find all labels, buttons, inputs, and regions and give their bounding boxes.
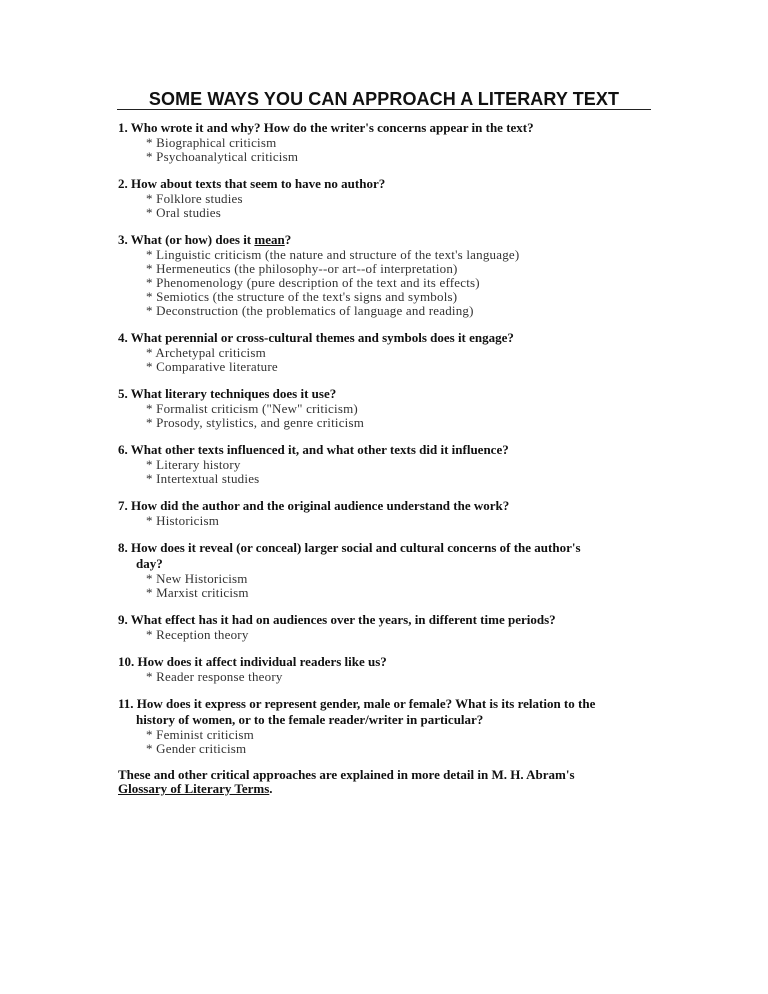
footer-period: . (269, 781, 273, 796)
approach-item: * Hermeneutics (the philosophy--or art--of interpretation) (146, 261, 458, 276)
question (118, 386, 658, 402)
question-line: 1. Who wrote it and why? How do the writer's concerns appear in the text? (118, 120, 534, 135)
book-title: Glossary of Literary Terms (118, 781, 270, 796)
approach-item: * Reader response theory (146, 669, 283, 684)
approach-section (118, 540, 658, 600)
approach-item: * Intertextual studies (146, 471, 260, 486)
approach-item: * Psychoanalytical criticism (146, 149, 299, 164)
question-line: 7. How did the author and the original audience understand the work? (118, 498, 510, 513)
approach-item: * Folklore studies (146, 191, 243, 206)
approach-item: * Biographical criticism (146, 135, 277, 150)
question (118, 540, 658, 572)
question (118, 654, 658, 670)
question-line: 8. How does it reveal (or conceal) larger social and cultural concerns of the author's (118, 540, 581, 555)
approach-item: * New Historicism (146, 571, 248, 586)
approach-item: * Marxist criticism (146, 585, 249, 600)
approach-item: * Comparative literature (146, 359, 278, 374)
approach-section (118, 654, 658, 684)
approach-section (118, 612, 658, 642)
document-body (118, 120, 658, 796)
approach-item: * Linguistic criticism (the nature and structure of the text's language) (146, 247, 520, 262)
footer-line: These and other critical approaches are explained in more detail in M. H. Abram's (118, 767, 575, 782)
question (118, 330, 658, 346)
approach-section (118, 498, 658, 528)
approach-item: * Literary history (146, 457, 241, 472)
approach-item: * Prosody, stylistics, and genre criticism (146, 415, 365, 430)
question (118, 442, 658, 458)
question-line: 2. How about texts that seem to have no author? (118, 176, 386, 191)
approach-item: * Oral studies (146, 205, 222, 220)
approach-item: * Formalist criticism ("New" criticism) (146, 401, 358, 416)
question (118, 120, 658, 136)
question-line: day? (136, 556, 163, 571)
approach-item: * Archetypal criticism (146, 345, 266, 360)
emphasized-word: mean (254, 232, 285, 247)
question-line: 6. What other texts influenced it, and what other texts did it influence? (118, 442, 509, 457)
page-title: SOME WAYS YOU CAN APPROACH A LITERARY TEXT (148, 89, 620, 109)
approach-item: * Phenomenology (pure description of the text and its effects) (146, 275, 480, 290)
footer-note (118, 768, 658, 796)
question (118, 176, 658, 192)
approach-item: * Semiotics (the structure of the text's signs and symbols) (146, 289, 458, 304)
question (118, 612, 658, 628)
question-line: 11. How does it express or represent gender, male or female? What is its relation to the (118, 696, 596, 711)
question (118, 498, 658, 514)
approach-item: * Feminist criticism (146, 727, 254, 742)
question (118, 232, 658, 248)
approach-item: * Deconstruction (the problematics of language and reading) (146, 303, 474, 318)
approach-item: * Gender criticism (146, 741, 247, 756)
approach-section (118, 442, 658, 486)
question (118, 696, 658, 728)
approach-section (118, 696, 658, 756)
question-line: 4. What perennial or cross-cultural themes and symbols does it engage? (118, 330, 514, 345)
approach-section (118, 330, 658, 374)
question-line: 5. What literary techniques does it use? (118, 386, 337, 401)
approach-item: * Reception theory (146, 627, 249, 642)
question-text: 3. What (or how) does it (118, 232, 255, 247)
title-rule (117, 109, 651, 110)
approach-section (118, 176, 658, 220)
question-line: 10. How does it affect individual readers like us? (118, 654, 387, 669)
question-line: 9. What effect has it had on audiences over the years, in different time periods? (118, 612, 556, 627)
approach-section (118, 386, 658, 430)
approach-item: * Historicism (146, 513, 220, 528)
question-text: ? (284, 232, 292, 247)
approach-section (118, 120, 658, 164)
question-line: history of women, or to the female reader/writer in particular? (136, 712, 484, 727)
approach-section (118, 232, 658, 318)
